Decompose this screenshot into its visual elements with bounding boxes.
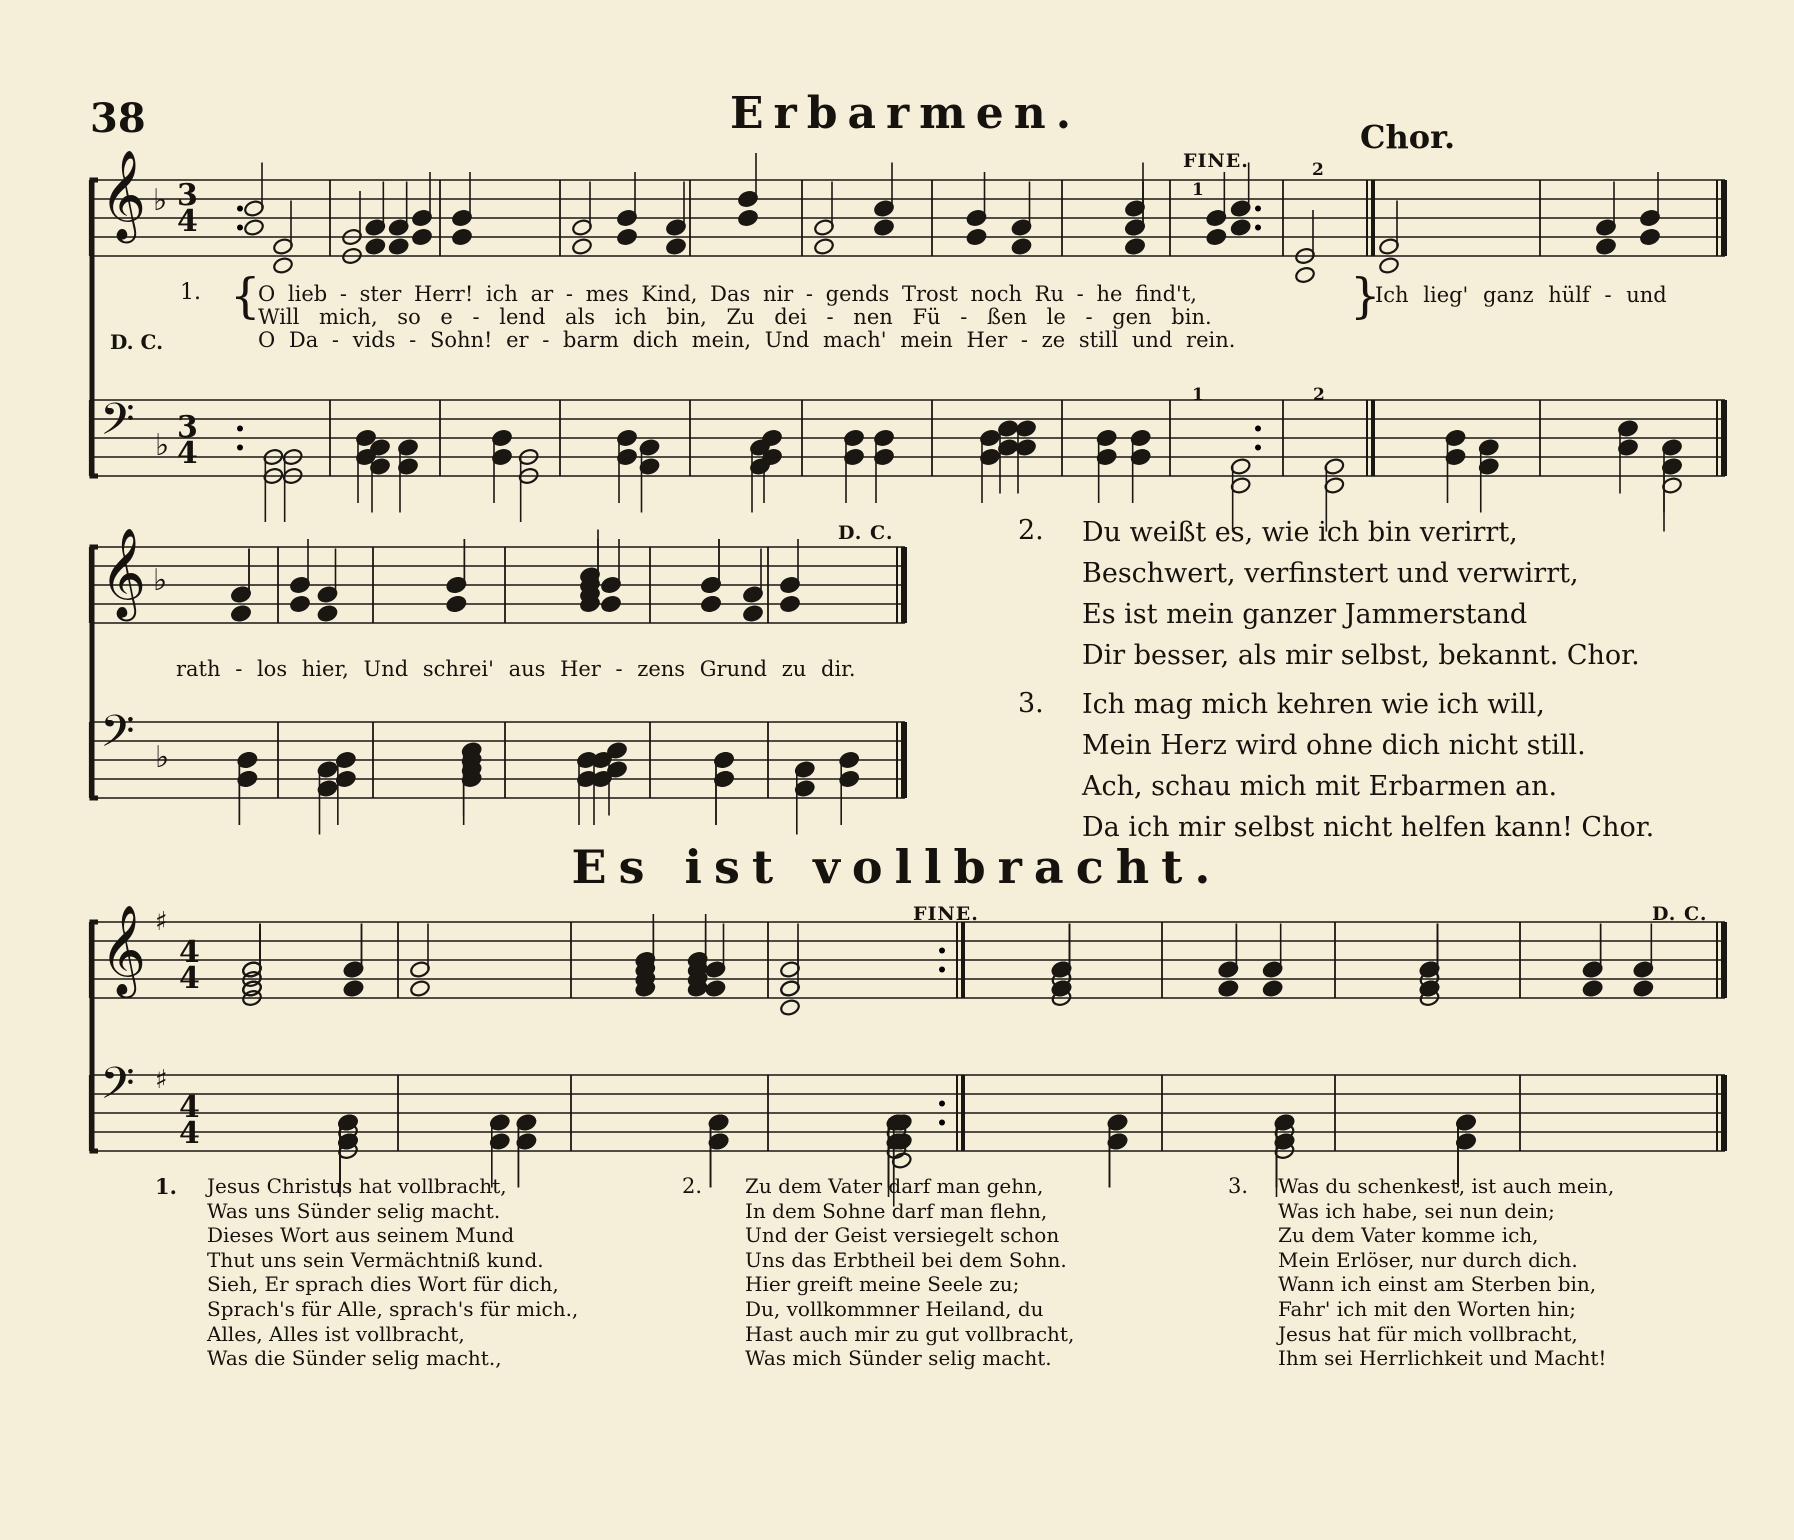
repeat-dot <box>939 948 945 954</box>
note-head <box>700 595 721 613</box>
sharp-icon: ♯ <box>155 907 168 937</box>
treble-clef-icon: 𝄞 <box>100 528 147 618</box>
verse-number: 1. <box>180 280 201 305</box>
lyrics-line1: O lieb - ster Herr! ich ar - mes Kind, Das nir - gends Trost noch Ru - he find't, <box>258 282 1197 306</box>
note-head <box>409 979 430 997</box>
note-head <box>1206 228 1227 246</box>
chor-lyrics-b: rath - los hier, Und schrei' aus Her - zens Grund zu dir. <box>176 657 856 681</box>
stanza2-line: Beschwert, verfinstert und verwirrt, <box>1082 558 1579 589</box>
time-signature: 4 4 <box>179 1090 200 1151</box>
note-head <box>1124 237 1145 255</box>
time-signature: 3 4 <box>177 410 198 471</box>
note-head <box>737 209 758 227</box>
brace-icon: { <box>230 268 261 324</box>
note-head <box>451 228 472 246</box>
time-signature: 4 4 <box>179 935 200 996</box>
bass-clef-icon: 𝄢 <box>100 705 135 768</box>
note-head <box>272 256 293 274</box>
flat-icon: ♭ <box>153 183 168 218</box>
stanza3-line: Da ich mir selbst nicht helfen kann! Chor. <box>1082 812 1655 843</box>
treble-clef-icon: 𝄞 <box>100 905 147 995</box>
note-head <box>779 595 800 613</box>
dc-verse-label: D. C. <box>110 330 164 354</box>
note-head <box>243 218 264 236</box>
repeat-dot <box>237 426 243 432</box>
note-head <box>779 998 800 1016</box>
stanza2-number: 2. <box>1018 515 1044 546</box>
note-head <box>571 237 592 255</box>
repeat-dot <box>237 445 243 451</box>
repeat-dot <box>237 206 243 212</box>
note-head <box>1230 218 1251 236</box>
note-head <box>600 595 621 613</box>
stanza2 <box>1082 512 1640 676</box>
note-head <box>1218 979 1239 997</box>
stanza2-line: Dir besser, als mir selbst, bekannt. Chor. <box>1082 640 1640 671</box>
dc-marking: D. C. <box>1652 903 1708 925</box>
note-head <box>813 237 834 255</box>
repeat-dot <box>939 967 945 973</box>
note-head <box>343 979 364 997</box>
note-head <box>1294 266 1315 284</box>
note-head <box>665 237 686 255</box>
system-bracket <box>92 180 98 476</box>
sharp-icon: ♯ <box>155 1065 168 1095</box>
system3-treble-staff <box>90 914 1725 1017</box>
stanza3-line: Mein Herz wird ohne dich nicht still. <box>1082 730 1586 761</box>
note-head <box>317 604 338 622</box>
repeat-dot <box>939 1120 945 1126</box>
flat-icon: ♭ <box>153 563 168 598</box>
repeat-dot <box>237 225 243 231</box>
fine-marking: FINE. <box>913 903 979 925</box>
stanza3-line: Ich mag mich kehren wie ich will, <box>1082 689 1545 720</box>
bass-clef-icon: 𝄢 <box>100 1057 135 1120</box>
ending-two: 2 <box>1313 385 1326 405</box>
note-head <box>1595 237 1616 255</box>
note-head <box>873 218 894 236</box>
note-head <box>289 595 310 613</box>
repeat-dot <box>1255 445 1261 451</box>
note-head <box>1262 979 1283 997</box>
repeat-dot <box>1255 426 1261 432</box>
note-head <box>705 979 726 997</box>
note-head <box>1633 979 1654 997</box>
brace-icon: } <box>1350 268 1381 324</box>
song-title-erbarmen: Erbarmen. <box>730 88 1082 139</box>
dc-marking: D. C. <box>838 522 894 544</box>
system-bracket <box>92 922 98 1151</box>
note-head <box>446 595 467 613</box>
song2-verse1: 1. Jesus Christus hat vollbracht, Was uns Sünder selig macht. Dieses Wort aus seinem Mund Thut uns sein Vermächtniß kund. Sieh, Er sprach dies Wort für dich, Sprach's für Alle, sprach's für mich., Alles, Alles ist vollbracht, Was die Sünder selig macht., <box>155 1174 579 1371</box>
note-head <box>411 228 432 246</box>
song2-verse2: 2. Zu dem Vater darf man gehn, In dem Sohne darf man flehn, Und der Geist versiegelt schon Uns das Erbtheil bei dem Sohn. Hier greift meine Seele zu; Du, vollkommner Heiland, du Hast auch mir zu gut vollbracht, Was mich Sünder selig macht. <box>682 1174 1075 1371</box>
song-title-vollbracht: Es ist vollbracht. <box>571 840 1223 894</box>
note-head <box>1582 979 1603 997</box>
system2-treble-staff <box>90 530 905 624</box>
stanza3-number: 3. <box>1018 688 1044 719</box>
lyrics-line3: O Da - vids - Sohn! er - barm dich mein, Und mach' mein Her - ze still und rein. <box>258 328 1236 352</box>
note-head <box>1639 228 1660 246</box>
repeat-dot <box>939 1101 945 1107</box>
song2-verse3: 3. Was du schenkest, ist auch mein, Was ich habe, sei nun dein; Zu dem Vater komme ich, Mein Erlöser, nur durch dich. Wann ich einst am Sterben bin, Fahr' ich mit den Worten hin; Jesus hat für mich vollbracht, Ihm sei Herrlichkeit und Macht! <box>1228 1174 1615 1371</box>
repeat-dot <box>1255 206 1261 212</box>
flat-icon: ♭ <box>155 428 170 463</box>
repeat-dot <box>1255 225 1261 231</box>
system2-bass-staff <box>90 722 905 835</box>
note-head <box>1378 256 1399 274</box>
bass-clef-icon: 𝄢 <box>100 393 135 456</box>
system1-treble-staff <box>90 153 1725 284</box>
chor-lyrics-a: Ich lieg' ganz hülf - und <box>1375 283 1667 307</box>
note-head <box>1011 237 1032 255</box>
note-head <box>388 237 409 255</box>
time-signature: 3 4 <box>177 178 198 239</box>
fine-marking: FINE. <box>1183 150 1249 172</box>
lyrics-line2: Will mich, so e - lend als ich bin, Zu dei - nen Fü - ßen le - gen bin. <box>258 305 1212 329</box>
chor-heading: Chor. <box>1360 118 1456 156</box>
stanza2-line: Du weißt es, wie ich bin verirrt, <box>1082 517 1518 548</box>
ending-one: 1 <box>1192 180 1205 200</box>
stanza2-line: Es ist mein ganzer Jammerstand <box>1082 599 1528 630</box>
flat-icon: ♭ <box>155 740 170 775</box>
note-head <box>230 604 251 622</box>
note-head <box>966 228 987 246</box>
ending-one: 1 <box>1192 385 1205 405</box>
stanza3 <box>1082 684 1654 848</box>
note-head <box>365 237 386 255</box>
note-head <box>742 604 763 622</box>
treble-clef-icon: 𝄞 <box>100 150 147 240</box>
stanza3-line: Ach, schau mich mit Erbarmen an. <box>1082 771 1558 802</box>
ending-two: 2 <box>1312 160 1325 180</box>
page-number: 38 <box>90 95 146 142</box>
note-head <box>616 228 637 246</box>
